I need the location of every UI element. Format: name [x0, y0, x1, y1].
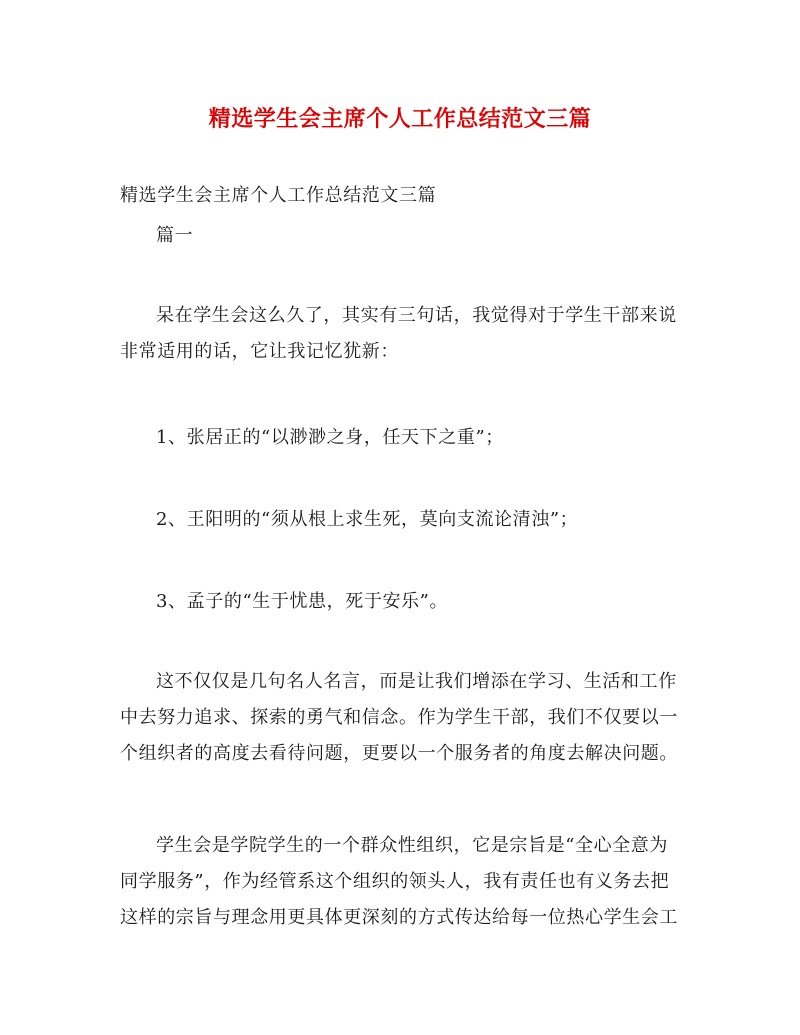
paragraph-student-union: 学生会是学院学生的一个群众性组织，它是宗旨是“全心全意为同学服务”，作为经管系这个组织的领头人，我有责任也有义务去把这样的宗旨与理念用更具体更深刻的方式传达给每一位热心学生会工	[120, 835, 678, 928]
section-label: 篇一	[156, 225, 194, 246]
list-item-2: 2、王阳明的“须从根上求生死，莫向支流论清浊”；	[156, 509, 579, 530]
list-item-1: 1、张居正的“以渺渺之身，任天下之重”；	[156, 427, 504, 448]
list-item-3: 3、孟子的“生于忧患，死于安乐”。	[156, 591, 449, 612]
document-subtitle: 精选学生会主席个人工作总结范文三篇	[120, 185, 437, 206]
paragraph-intro: 呆在学生会这么久了，其实有三句话，我觉得对于学生干部来说非常适用的话，它让我记忆犹新：	[120, 305, 677, 362]
paragraph-quotes-meaning: 这不仅仅是几句名人名言，而是让我们增添在学习、生活和工作中去努力追求、探索的勇气和信念。作为学生干部，我们不仅要以一个组织者的高度去看待问题，更要以一个服务者的角度去解决问题。	[120, 671, 678, 764]
document-title: 精选学生会主席个人工作总结范文三篇	[208, 106, 592, 132]
